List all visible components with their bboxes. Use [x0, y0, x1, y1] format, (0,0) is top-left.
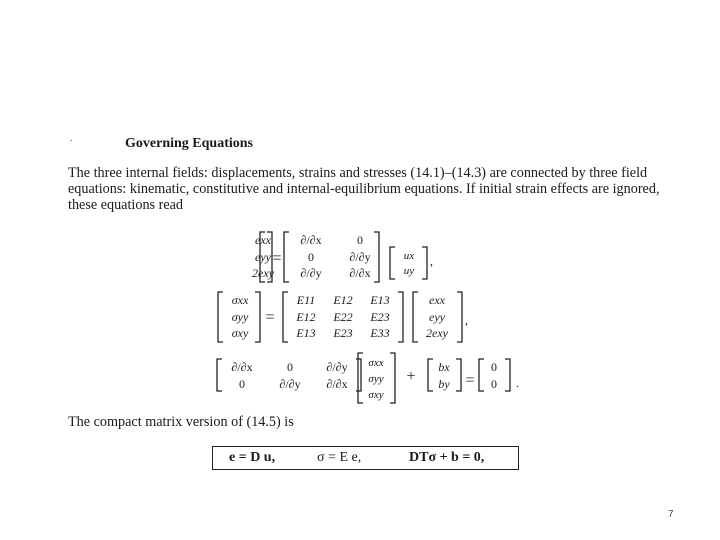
bracket-right	[390, 353, 395, 403]
operator-cell: ∂/∂x	[326, 377, 348, 391]
equals-sign: =	[465, 372, 475, 389]
disp-ux: ux	[403, 250, 415, 262]
compact-eq-kinematic: e = D u,	[229, 450, 276, 465]
comma: ,	[430, 254, 433, 268]
e-cell: E23	[333, 326, 353, 340]
stress-sxy: σxy	[368, 389, 384, 401]
zero-cell: 0	[491, 377, 497, 391]
strain-eyy: eyy	[255, 250, 271, 264]
operator-cell: ∂/∂y	[279, 377, 301, 391]
compact-equations-box	[212, 446, 519, 470]
operator-cell: ∂/∂y	[349, 250, 371, 264]
e-cell: E11	[296, 293, 316, 307]
bracket-left	[390, 247, 395, 279]
operator-cell: 0	[239, 377, 245, 391]
bracket-right	[456, 359, 461, 391]
operator-cell: ∂/∂x	[300, 233, 322, 247]
bracket-left	[283, 292, 288, 342]
strain-exx: exx	[255, 233, 271, 247]
operator-cell: ∂/∂x	[349, 266, 371, 280]
bracket-left	[217, 359, 222, 391]
bracket-right	[505, 359, 510, 391]
operator-cell: ∂/∂y	[326, 360, 348, 374]
stress-syy: σyy	[368, 373, 384, 385]
e-cell: E13	[296, 326, 316, 340]
bracket-left	[218, 292, 223, 342]
operator-cell: ∂/∂y	[300, 266, 322, 280]
body-bx: bx	[438, 360, 450, 374]
bracket-left	[428, 359, 433, 391]
bracket-right	[398, 292, 403, 342]
bracket-right	[422, 247, 427, 279]
stress-sxy: σxy	[231, 326, 249, 340]
equals-sign: =	[265, 309, 275, 326]
operator-cell: 0	[287, 360, 293, 374]
stress-syy: σyy	[231, 310, 249, 324]
section-heading: Governing Equations	[125, 136, 253, 151]
strain-exx: exx	[429, 293, 445, 307]
strain-2exy: 2exy	[252, 266, 274, 280]
bracket-right	[457, 292, 462, 342]
e-cell: E12	[296, 310, 316, 324]
e-cell: E33	[370, 326, 390, 340]
bracket-left	[479, 359, 484, 391]
operator-cell: ∂/∂x	[231, 360, 253, 374]
plus-sign: +	[406, 368, 416, 385]
disp-uy: uy	[403, 265, 415, 277]
equals-sign: =	[272, 250, 282, 267]
body-by: by	[438, 377, 450, 391]
e-cell: E22	[333, 310, 353, 324]
strain-2exy: 2exy	[426, 326, 448, 340]
e-cell: E12	[333, 293, 353, 307]
bracket-left	[284, 232, 289, 282]
operator-cell: 0	[308, 250, 314, 264]
stress-sxx: σxx	[231, 293, 249, 307]
bracket-right	[255, 292, 260, 342]
stress-sxx: σxx	[368, 357, 384, 369]
page-number: 7	[668, 509, 674, 520]
bracket-right	[374, 232, 379, 282]
operator-cell: 0	[357, 233, 363, 247]
e-cell: E23	[370, 310, 390, 324]
bracket-left	[413, 292, 418, 342]
comma: ,	[465, 313, 468, 327]
compact-eq-constitutive: σ = E e,	[317, 450, 362, 465]
compact-eq-equilibrium: DTσ + b = 0,	[409, 450, 485, 465]
zero-cell: 0	[491, 360, 497, 374]
strain-eyy: eyy	[429, 310, 445, 324]
e-cell: E13	[370, 293, 390, 307]
period: .	[516, 376, 519, 390]
compact-intro-text: The compact matrix version of (14.5) is	[68, 414, 294, 430]
intro-paragraph: The three internal fields: displacements, strains and stresses (14.1)–(14.3) are connected by three field equations: kinematic, constitutive and internal-equilibrium equations. If initial strain effects are ignored, these equations read	[68, 165, 660, 213]
